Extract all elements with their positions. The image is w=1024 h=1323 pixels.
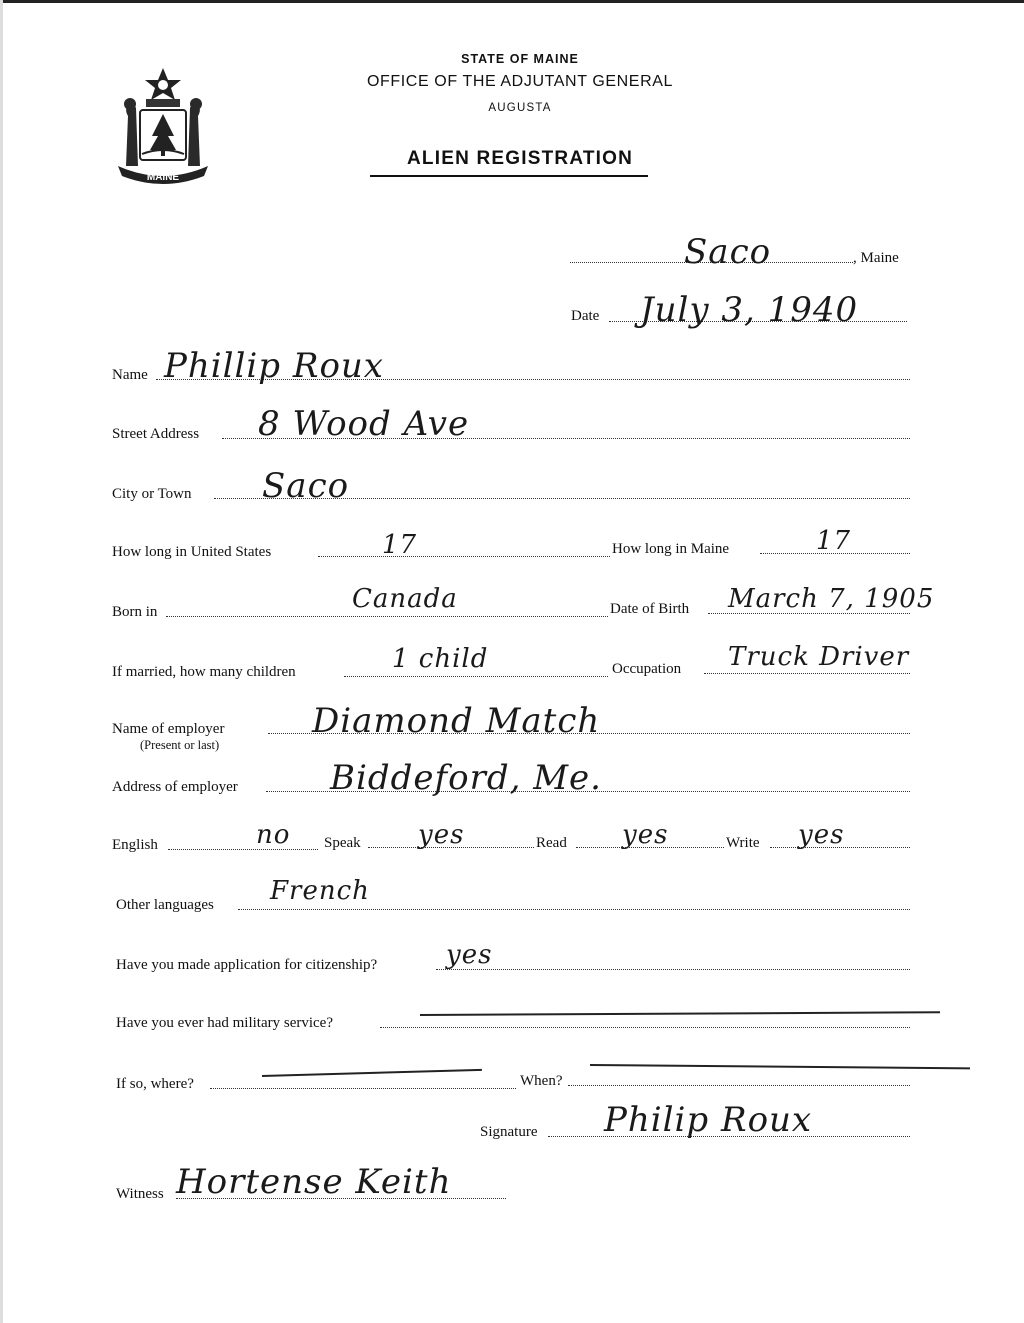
how-long-maine-label: How long in Maine (612, 541, 730, 557)
street-address-value: 8 Wood Ave (258, 404, 470, 444)
signature-value: Philip Roux (604, 1100, 813, 1140)
city-label: City or Town (112, 486, 192, 502)
when-line (568, 1085, 910, 1086)
military-label: Have you ever had military service? (116, 1015, 333, 1031)
place-value: Saco (684, 232, 772, 272)
header-city: AUGUSTA (488, 102, 552, 114)
employer-address-label: Address of employer (112, 779, 238, 795)
children-value: 1 child (392, 644, 489, 674)
how-long-us-line (318, 556, 610, 557)
citizenship-value: yes (446, 940, 493, 970)
read-value: yes (622, 820, 669, 850)
employer-address-value: Biddeford, Me. (330, 758, 602, 798)
employer-label: Name of employer (112, 721, 225, 737)
employer-value: Diamond Match (312, 701, 601, 741)
name-label: Name (112, 367, 148, 383)
header-office: OFFICE OF THE ADJUTANT GENERAL (366, 73, 674, 90)
born-in-value: Canada (352, 584, 458, 614)
english-value: no (256, 820, 291, 850)
when-label: When? (520, 1073, 563, 1089)
where-dash-mark (262, 1069, 482, 1077)
how-long-us-value: 17 (382, 530, 418, 560)
city-value: Saco (262, 466, 350, 506)
speak-value: yes (418, 820, 465, 850)
street-address-label: Street Address (112, 426, 200, 442)
other-languages-label: Other languages (116, 897, 214, 913)
date-label: Date (571, 308, 600, 324)
other-languages-line (238, 909, 910, 910)
header-state: STATE OF MAINE (461, 52, 579, 66)
other-languages-value: French (270, 876, 370, 906)
english-label: English (112, 837, 158, 853)
page-edge-top (0, 0, 1024, 3)
citizenship-line (436, 969, 910, 970)
place-suffix: , Maine (853, 250, 899, 266)
title-underline (370, 175, 648, 177)
citizenship-label: Have you made application for citizenship? (116, 957, 378, 973)
military-line (380, 1027, 910, 1028)
employer-sublabel: (Present or last) (140, 738, 220, 752)
english-line (168, 849, 318, 850)
write-label: Write (726, 835, 760, 851)
occupation-label: Occupation (612, 661, 682, 677)
form-title: ALIEN REGISTRATION (406, 148, 634, 169)
how-long-maine-value: 17 (816, 526, 852, 556)
where-label: If so, where? (116, 1076, 194, 1092)
read-label: Read (536, 835, 567, 851)
witness-value: Hortense Keith (176, 1162, 452, 1202)
write-value: yes (798, 820, 845, 850)
occupation-line (704, 673, 910, 674)
how-long-us-label: How long in United States (112, 544, 272, 560)
where-line (210, 1088, 516, 1089)
occupation-value: Truck Driver (728, 642, 910, 672)
born-in-line (166, 616, 608, 617)
page-edge-left (0, 0, 3, 1323)
children-label: If married, how many children (112, 664, 296, 680)
seal-banner-text: MAINE (146, 172, 180, 183)
date-value: July 3, 1940 (640, 290, 859, 330)
children-line (344, 676, 608, 677)
name-value: Phillip Roux (164, 346, 384, 386)
date-of-birth-value: March 7, 1905 (728, 584, 935, 614)
signature-label: Signature (480, 1124, 538, 1140)
when-dash-mark (590, 1064, 970, 1069)
speak-label: Speak (324, 835, 361, 851)
born-in-label: Born in (112, 604, 158, 620)
witness-label: Witness (116, 1186, 164, 1202)
date-of-birth-label: Date of Birth (610, 601, 690, 617)
military-dash-mark (420, 1011, 940, 1016)
